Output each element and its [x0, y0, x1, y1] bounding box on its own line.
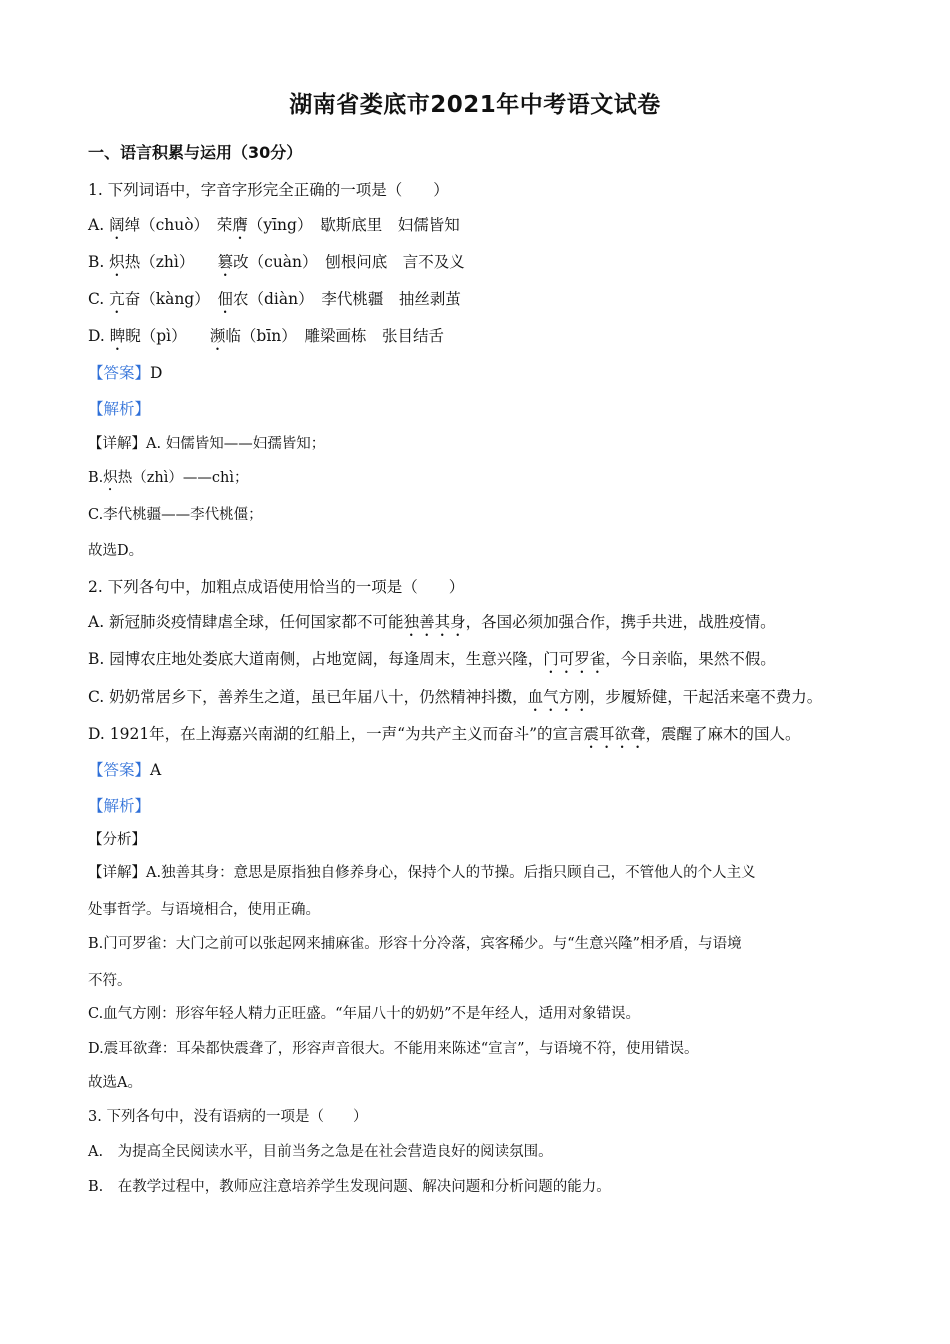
option-text: 农（diàn） 李代桃疆 抽丝剥茧 — [233, 290, 461, 308]
option-text: A. 新冠肺炎疫情肆虐全球，任何国家都不可能 — [88, 613, 404, 631]
question-2-detail-a2: 处事哲学。与语境相合，使用正确。 — [88, 902, 320, 918]
answer-value: A — [150, 761, 162, 779]
question-2-stem: 2. 下列各句中，加粗点成语使用恰当的一项是（ ） — [88, 578, 465, 596]
question-1-option-a — [88, 214, 880, 243]
emphasis-idiom: 血气方刚 — [527, 688, 590, 706]
emphasis-char: 濒 — [209, 327, 226, 345]
question-2-analysis-tag: 【解析】 — [88, 797, 151, 815]
emphasis-char: 炽 — [103, 470, 118, 486]
emphasis-idiom: 震耳欲聋 — [583, 725, 646, 743]
option-label: B. — [88, 253, 110, 271]
emphasis-char: 亢 — [109, 290, 125, 308]
option-label: A. — [88, 216, 110, 234]
question-1-detail — [88, 433, 880, 455]
answer-tag: 【答案】 — [88, 364, 151, 382]
option-text: D. 1921年，在上海嘉兴南湖的红船上，一声“为共产主义而奋斗”的宣言 — [88, 725, 584, 743]
option-text: ，今日亲临，果然不假。 — [605, 650, 776, 668]
question-2-option-a — [88, 611, 880, 640]
page-title: 湖南省娄底市2021年中考语文试卷 — [289, 92, 661, 118]
detail-text: 热（zhì）——chì； — [117, 470, 249, 486]
question-2-choice: 故选A。 — [88, 1075, 142, 1091]
emphasis-idiom: 独善其身 — [403, 613, 466, 631]
option-text: 改（cuàn） 刨根问底 言不及义 — [233, 253, 465, 271]
question-2-option-c — [88, 686, 880, 715]
question-2-detail-a1 — [88, 862, 880, 884]
question-1-option-d — [88, 325, 880, 354]
option-text: （yīng） 歇斯底里 妇儒皆知 — [247, 216, 460, 234]
question-3-option-b: B. 在教学过程中，教师应注意培养学生发现问题、解决问题和分析问题的能力。 — [88, 1179, 611, 1195]
option-text: 临（bīn） 雕梁画栋 张目结舌 — [225, 327, 445, 345]
question-3-option-a: A. 为提高全民阅读水平，目前当务之急是在社会营造良好的阅读氛围。 — [88, 1144, 553, 1160]
detail-text: B. — [88, 470, 104, 486]
option-text: ，震醒了麻木的国人。 — [645, 725, 801, 743]
emphasis-char: 炽 — [109, 253, 125, 271]
question-2-detail-b1: B.门可罗雀：大门之前可以张起网来捕麻雀。形容十分冷落，宾客稀少。与“生意兴隆”相矛盾，与语境 — [88, 936, 742, 952]
question-1-option-b — [88, 251, 880, 280]
option-label: D. — [88, 327, 110, 345]
answer-tag: 【答案】 — [88, 761, 151, 779]
emphasis-char: 佃 — [217, 290, 233, 308]
question-1-detail-b — [88, 467, 880, 494]
question-2-answer — [88, 759, 880, 781]
question-2-option-d — [88, 723, 880, 752]
question-1-option-c — [88, 288, 880, 317]
question-1-stem: 1. 下列词语中，字音字形完全正确的一项是（ ） — [88, 181, 449, 199]
emphasis-idiom: 门可罗雀 — [543, 650, 606, 668]
detail-text: A. 妇儒皆知——妇孺皆知； — [146, 436, 326, 452]
option-label: C. — [88, 290, 110, 308]
option-text: 绰（chuò） 荣 — [124, 216, 233, 234]
question-1-detail-c: C.李代桃疆——李代桃僵； — [88, 507, 263, 523]
question-3-stem: 3. 下列各句中，没有语病的一项是（ ） — [88, 1109, 368, 1125]
option-text: ，步履矫健，干起活来毫不费力。 — [589, 688, 823, 706]
emphasis-char: 睥 — [109, 327, 126, 345]
option-text: 奋（kàng） — [124, 290, 218, 308]
question-1-answer — [88, 362, 880, 384]
option-text: C. 奶奶常居乡下，善养生之道，虽已年届八十，仍然精神抖擞， — [88, 688, 528, 706]
option-text: 热（zhì） — [124, 253, 218, 271]
question-2-detail-b2: 不符。 — [88, 973, 132, 989]
question-2-analyze-tag: 【分析】 — [88, 832, 146, 848]
question-1-choice: 故选D。 — [88, 543, 144, 559]
emphasis-char: 阔 — [109, 216, 125, 234]
emphasis-char: 膺 — [232, 216, 248, 234]
question-2-option-b — [88, 648, 880, 677]
question-2-detail-d: D.震耳欲聋：耳朵都快震聋了，形容声音很大。不能用来陈述“宣言”，与语境不符，使用错误。 — [88, 1041, 699, 1057]
section-heading: 一、语言积累与运用（30分） — [88, 143, 303, 162]
question-1-analysis-tag: 【解析】 — [88, 400, 151, 418]
emphasis-char: 篡 — [217, 253, 234, 271]
answer-value: D — [150, 364, 163, 382]
detail-text: A.独善其身：意思是原指独自修养身心，保持个人的节操。后指只顾自己，不管他人的个人主义 — [146, 865, 756, 881]
option-text: ，各国必须加强合作，携手共进，战胜疫情。 — [465, 613, 776, 631]
detail-tag: 【详解】 — [88, 865, 146, 881]
option-text: B. 园博农庄地处娄底大道南侧，占地宽阔，每逢周末，生意兴隆， — [88, 650, 544, 668]
question-2-detail-c: C.血气方刚：形容年轻人精力正旺盛。“年届八十的奶奶”不是年经人，适用对象错误。 — [88, 1006, 641, 1022]
option-text: 睨（pì） — [125, 327, 210, 345]
detail-tag: 【详解】 — [88, 436, 146, 452]
